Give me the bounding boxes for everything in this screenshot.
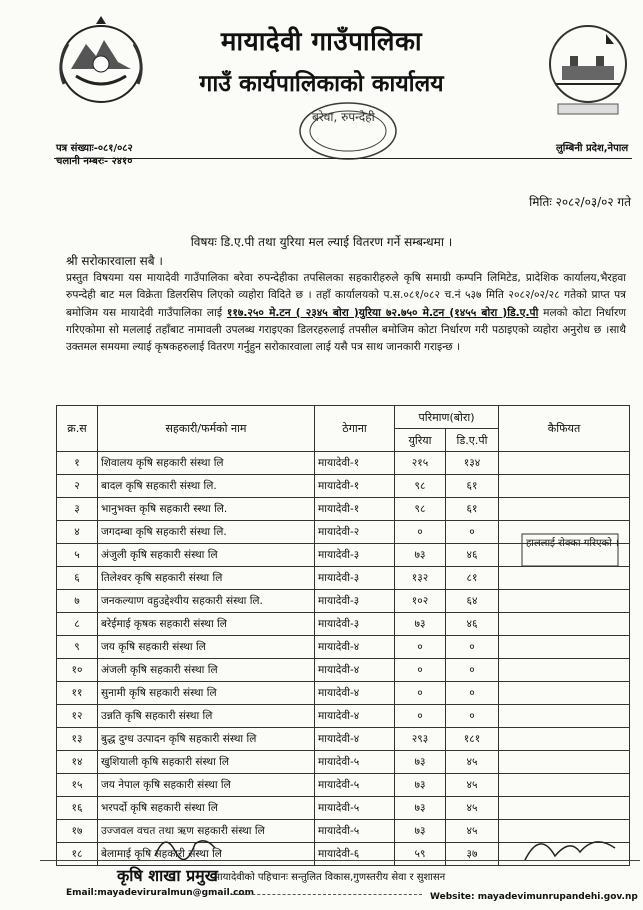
office-subtitle: गाउँ कार्यपालिकाको कार्यालय (199, 71, 444, 97)
row-remarks (499, 682, 630, 705)
row-urea: ९८ (395, 498, 446, 521)
row-urea: २९३ (395, 728, 446, 751)
row-name: उन्नति कृषि सहकारी संस्था लि (98, 705, 315, 728)
department-label: कृषि शाखा प्रमुख (117, 866, 218, 885)
header-quantity: परिमाण(बोरा) (395, 406, 499, 429)
table-row (57, 475, 630, 498)
table-row (57, 728, 630, 751)
row-dap: ४६ (446, 544, 499, 567)
row-name: उज्जवल वचत तथा ऋण सहकारी संस्था लि (98, 820, 315, 843)
row-sn: १४ (57, 751, 98, 774)
row-dap: ० (446, 705, 499, 728)
footer-website: Website: mayadevimunrupandehi.gov.np (430, 892, 638, 902)
row-remarks (499, 498, 630, 521)
footer-email: Email:mayadeviruralmun@gmail.com (66, 888, 254, 898)
row-name: बुद्ध दुग्ध उत्पादन कृषि सहकारी संस्था लि (98, 728, 315, 751)
row-address: मायादेवी-५ (315, 751, 395, 774)
row-sn: ४ (57, 521, 98, 544)
body-paragraph-2: मलको कोटा निर्धारण गरिएकोमा सो मललाई तहाँबाट नामावली उपलब्ध गराइएका डिलरहरुलाई तपसील बमोजिम कोटा निर्धारण गरी पठाइएको व्यहोरा अनुरोध छ ।साथै उक्तमल समयमा ल्याई कृषकहरुलाई वितरण गर्नुहुन सरोकारवाला लाई यसै पत्र साथ जानकारी गराइन्छ । (66, 306, 626, 354)
row-urea: ७३ (395, 797, 446, 820)
row-sn: ८ (57, 613, 98, 636)
header-urea: युरिया (395, 429, 446, 452)
row-urea: ० (395, 705, 446, 728)
table-row (57, 682, 630, 705)
row-sn: १७ (57, 820, 98, 843)
header-dap: डि.ए.पी (446, 429, 499, 452)
reference-number: पत्र संख्याः-०८१/०८२ (56, 143, 133, 154)
row-dap: ४५ (446, 820, 499, 843)
row-dap: ३७ (446, 843, 499, 866)
row-sn: ९ (57, 636, 98, 659)
row-dap: १३४ (446, 452, 499, 475)
header-remarks: कैफियत (499, 406, 630, 452)
row-remarks (499, 590, 630, 613)
row-dap: १८१ (446, 728, 499, 751)
row-address: मायादेवी-१ (315, 498, 395, 521)
row-sn: १० (57, 659, 98, 682)
footer-divider (40, 860, 640, 861)
row-dap: ० (446, 636, 499, 659)
row-sn: २ (57, 475, 98, 498)
row-urea: ७३ (395, 751, 446, 774)
row-urea: ० (395, 682, 446, 705)
row-urea: ५९ (395, 843, 446, 866)
row-urea: १०२ (395, 590, 446, 613)
footer-motto: मायादेवीको पहिचानः सन्तुलित विकास,गुणस्तरीय सेवा र सुशासन (214, 872, 446, 883)
table-row (57, 498, 630, 521)
row-dap: ४५ (446, 774, 499, 797)
row-name: बेलामाई कृषि सहकारी संस्था लि (98, 843, 315, 866)
quota-highlight: ११७.२५० मे.टन ( २३४५ बोरा )युरिया ७२.७५० मे.टन (१४५५ बोरा )डि.ए.पी (226, 306, 539, 319)
row-urea: १३२ (395, 567, 446, 590)
office-address: बरेवा, रुपन्देही (312, 110, 375, 124)
letter-date: मितिः २०८२/०३/०२ गते (529, 195, 631, 209)
row-dap: ० (446, 659, 499, 682)
row-sn: ६ (57, 567, 98, 590)
row-urea: ७३ (395, 820, 446, 843)
row-name: बरेईमाई कृषक सहकारी संस्था लि (98, 613, 315, 636)
row-address: मायादेवी-५ (315, 797, 395, 820)
row-remarks (499, 728, 630, 751)
table-row (57, 797, 630, 820)
table-row (57, 774, 630, 797)
row-remarks (499, 797, 630, 820)
row-address: मायादेवी-१ (315, 452, 395, 475)
row-urea: २१५ (395, 452, 446, 475)
row-dap: ६१ (446, 498, 499, 521)
row-name: भानुभक्त कृषि सहकारी स्स्था लि. (98, 498, 315, 521)
row-dap: ४५ (446, 751, 499, 774)
row-sn: १८ (57, 843, 98, 866)
table-row (57, 751, 630, 774)
row-sn: ७ (57, 590, 98, 613)
row-urea: ० (395, 659, 446, 682)
row-remarks (499, 613, 630, 636)
row-urea: ९८ (395, 475, 446, 498)
row-address: मायादेवी-१ (315, 475, 395, 498)
table-row (57, 659, 630, 682)
table-row (57, 705, 630, 728)
row-name: भरपर्दो कृषि सहकारी संस्था लि (98, 797, 315, 820)
row-remarks (499, 774, 630, 797)
row-sn: ५ (57, 544, 98, 567)
row-name: जय नेपाल कृषि सहकारी संस्था लि (98, 774, 315, 797)
row-dap: ६४ (446, 590, 499, 613)
row-address: मायादेवी-२ (315, 521, 395, 544)
row-address: मायादेवी-३ (315, 590, 395, 613)
table-row (57, 636, 630, 659)
row-dap: ० (446, 521, 499, 544)
dispatch-number: चलानी नम्बरः- २४१० (56, 156, 133, 167)
row-name: बादल कृषि सहकारी संस्था लि. (98, 475, 315, 498)
table-row (57, 590, 630, 613)
row-address: मायादेवी-३ (315, 544, 395, 567)
row-address: मायादेवी-३ (315, 613, 395, 636)
letter-body (66, 270, 626, 356)
row-urea: ७३ (395, 613, 446, 636)
row-name: शिवालय कृषि सहकारी संस्था लि (98, 452, 315, 475)
handwritten-remark-box (520, 530, 620, 570)
row-urea: ० (395, 521, 446, 544)
row-name: जय कृषि सहकारी संस्था लि (98, 636, 315, 659)
row-remarks (499, 659, 630, 682)
row-remarks (499, 636, 630, 659)
row-sn: १६ (57, 797, 98, 820)
row-sn: १३ (57, 728, 98, 751)
row-name: जनकल्याण वहुउद्देश्यीय सहकारी संस्था लि. (98, 590, 315, 613)
header-name: सहकारी/फर्मको नाम (98, 406, 315, 452)
row-remarks (499, 705, 630, 728)
table-row (57, 613, 630, 636)
handwritten-remark-text: हाललाई रोक्का गरिएको । (526, 538, 619, 549)
header-address: ठेगाना (315, 406, 395, 452)
row-urea: ० (395, 636, 446, 659)
row-remarks (499, 452, 630, 475)
row-sn: १ (57, 452, 98, 475)
row-urea: ७३ (395, 544, 446, 567)
row-dap: ४५ (446, 797, 499, 820)
row-remarks (499, 475, 630, 498)
row-address: मायादेवी-४ (315, 705, 395, 728)
header-divider (54, 158, 632, 159)
row-sn: १५ (57, 774, 98, 797)
table-row (57, 452, 630, 475)
row-remarks (499, 751, 630, 774)
row-dap: ६१ (446, 475, 499, 498)
row-address: मायादेवी-६ (315, 843, 395, 866)
row-sn: १२ (57, 705, 98, 728)
row-address: मायादेवी-५ (315, 820, 395, 843)
row-address: मायादेवी-४ (315, 659, 395, 682)
row-sn: ११ (57, 682, 98, 705)
row-name: अंजली कृषि सहकारी संस्था लि (98, 659, 315, 682)
row-name: खुशियाली कृषि सहकारी संस्था लि (98, 751, 315, 774)
row-urea: ७३ (395, 774, 446, 797)
row-address: मायादेवी-४ (315, 728, 395, 751)
row-name: सुनामी कृषि सहकारी संस्था लि (98, 682, 315, 705)
letter-subject: विषयः डि.ए.पी तथा युरिया मल ल्याई वितरण गर्ने सम्बन्धमा । (190, 235, 453, 249)
row-dap: ० (446, 682, 499, 705)
header-sn: क्र.स (57, 406, 98, 452)
row-address: मायादेवी-३ (315, 567, 395, 590)
signature-right (520, 828, 620, 868)
dealer-quota-table (56, 405, 630, 866)
row-name: जगदम्बा कृषि सहकारी संस्था लि. (98, 521, 315, 544)
row-dap: ४६ (446, 613, 499, 636)
row-dap: ८१ (446, 567, 499, 590)
province-label: लुम्बिनी प्रदेश,नेपाल (556, 143, 629, 154)
salutation: श्री सरोकारवाला सबै । (66, 254, 163, 268)
row-address: मायादेवी-४ (315, 636, 395, 659)
row-address: मायादेवी-५ (315, 774, 395, 797)
row-name: तिलेश्वर कृषि सहकारी संस्था लि (98, 567, 315, 590)
footer-dashes (232, 894, 422, 895)
row-address: मायादेवी-४ (315, 682, 395, 705)
page-title: मायादेवी गाउँपालिका (220, 27, 423, 57)
row-name: अंजुली कृषि सहकारी संस्था लि (98, 544, 315, 567)
row-sn: ३ (57, 498, 98, 521)
body-paragraph-1: प्रस्तुत विषयमा यस मायादेवी गाउँपालिका बरेवा रुपन्देहीका तपसिलका सहकारीहरुले कृषि समाग्री कम्पनि लिमिटेड, प्रादेशिक कार्यालय,भैरहवा रुपन्देही बाट मल विक्रेता डिलरसिप लिएको व्यहोरा विदिते छ । तहाँ कार्यालयको प.स.०८१/०८२ च.नं ५३७ मिति २०८२/०२/२८ गतेको प्राप्त पत्र बमोजिम यस मायादेवी गाउँपालिका लाई (66, 272, 626, 319)
